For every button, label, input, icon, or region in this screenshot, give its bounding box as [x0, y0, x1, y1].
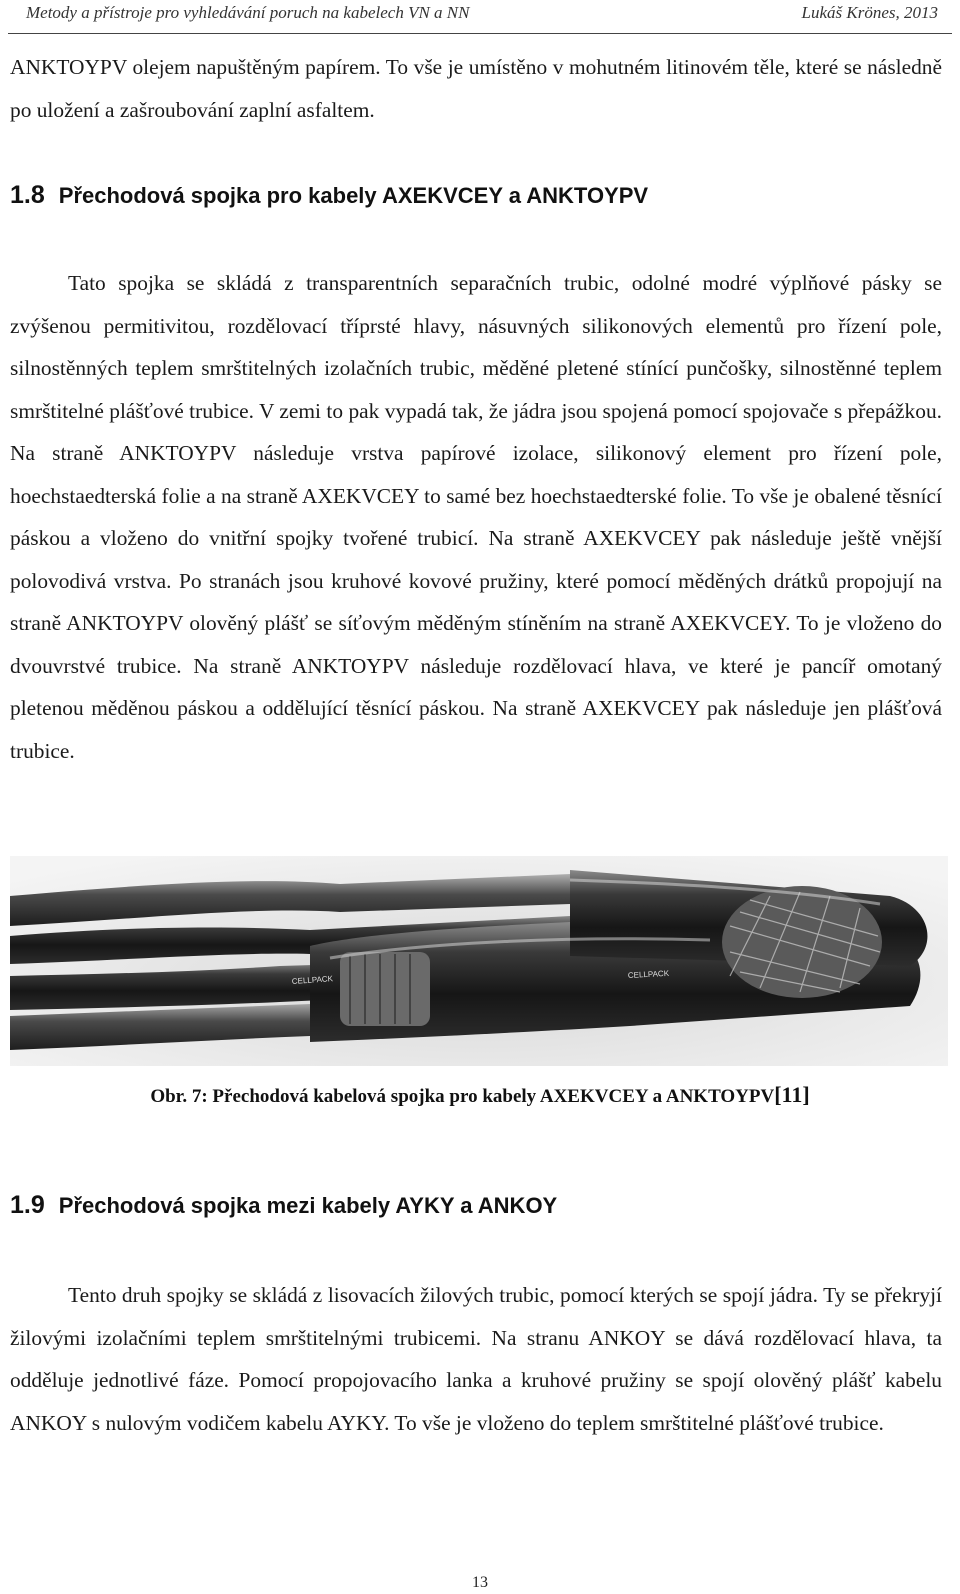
brand-label-left: CELLPACK — [291, 974, 334, 986]
page-number: 13 — [472, 1574, 488, 1591]
section-number: 1.8 — [10, 181, 45, 209]
cable-joint-photo — [10, 856, 948, 1066]
paragraph-section-1-8 — [10, 262, 942, 772]
paragraph-section-1-9 — [10, 1274, 942, 1444]
section-heading-1-9 — [10, 1190, 940, 1221]
paragraph-text: Tento druh spojky se skládá z lisovacích žilových trubic, pomocí kterých se spojí jádra. Ty se překryjí žilovými izolačními teplem smrštitelnými trubicemi. Na stranu ANKOY se dává rozdělovací hlava, ta odděluje jednotlivé fáze. Pomocí propojovacího lanka a kruhové pružiny se spojí olověný plášť kabelu ANKOY s nulovým vodičem kabelu AYKY. To vše je vloženo do teplem smrštitelné plášťové trubice. — [10, 1283, 942, 1435]
header-title: Metody a přístroje pro vyhledávání poruch na kabelech VN a NN — [26, 3, 470, 22]
section-heading-1-8 — [10, 180, 940, 211]
brand-label-right: CELLPACK — [627, 968, 670, 980]
figure-caption-text: Obr. 7: Přechodová kabelová spojka pro kabely AXEKVCEY a ANKTOYPV — [150, 1086, 775, 1107]
header-author-year: Lukáš Krönes, 2013 — [801, 3, 938, 22]
section-number: 1.9 — [10, 1191, 45, 1219]
page-header — [8, 0, 952, 34]
figure-reference: [11] — [774, 1082, 810, 1107]
paragraph-text: Tato spojka se skládá z transparentních separačních trubic, odolné modré výplňové pásky se zvýšenou permitivitou, rozdělovací tříprsté hlavy, násuvných silikonových elementů pro řízení pole, silnostěnných teplem smrštitelných izolačních trubic, měděné pletené stínící punčošky, silnostěnné teplem smrštitelné plášťové trubice. V zemi to pak vypadá tak, že jádra jsou spojená pomocí spojovače s přepážkou. Na straně ANKTOYPV následuje vrstva papírové izolace, silikonový element pro řízení pole, hoechstaedterská folie a na straně AXEKVCEY to samé bez hoechstaedterské folie. To vše je obalené těsnící páskou a vloženo do vnitřní spojky tvořené trubicí. Na straně AXEKVCEY pak následuje ještě vnější polovodivá vrstva. Po stranách jsou kruhové kovové pružiny, které pomocí měděných drátků propojují na straně ANKTOYPV olověný plášť se síťovým měděným stíněním na straně AXEKVCEY. To je vloženo do dvouvrstvé trubice. Na straně ANKTOYPV následuje rozdělovací hlava, ve které je pancíř omotaný pletenou měděnou páskou a oddělující těsnící páskou. Na straně AXEKVCEY pak následuje jen plášťová trubice. — [10, 271, 942, 763]
section-title: Přechodová spojka mezi kabely AYKY a ANKOY — [58, 1193, 558, 1218]
section-title: Přechodová spojka pro kabely AXEKVCEY a ANKTOYPV — [58, 183, 649, 208]
paragraph-intro: ANKTOYPV olejem napuštěným papírem. To vše je umístěno v mohutném litinovém těle, které se následně po uložení a zašroubování zaplní asfaltem. — [10, 55, 942, 122]
figure-caption — [0, 1082, 960, 1108]
